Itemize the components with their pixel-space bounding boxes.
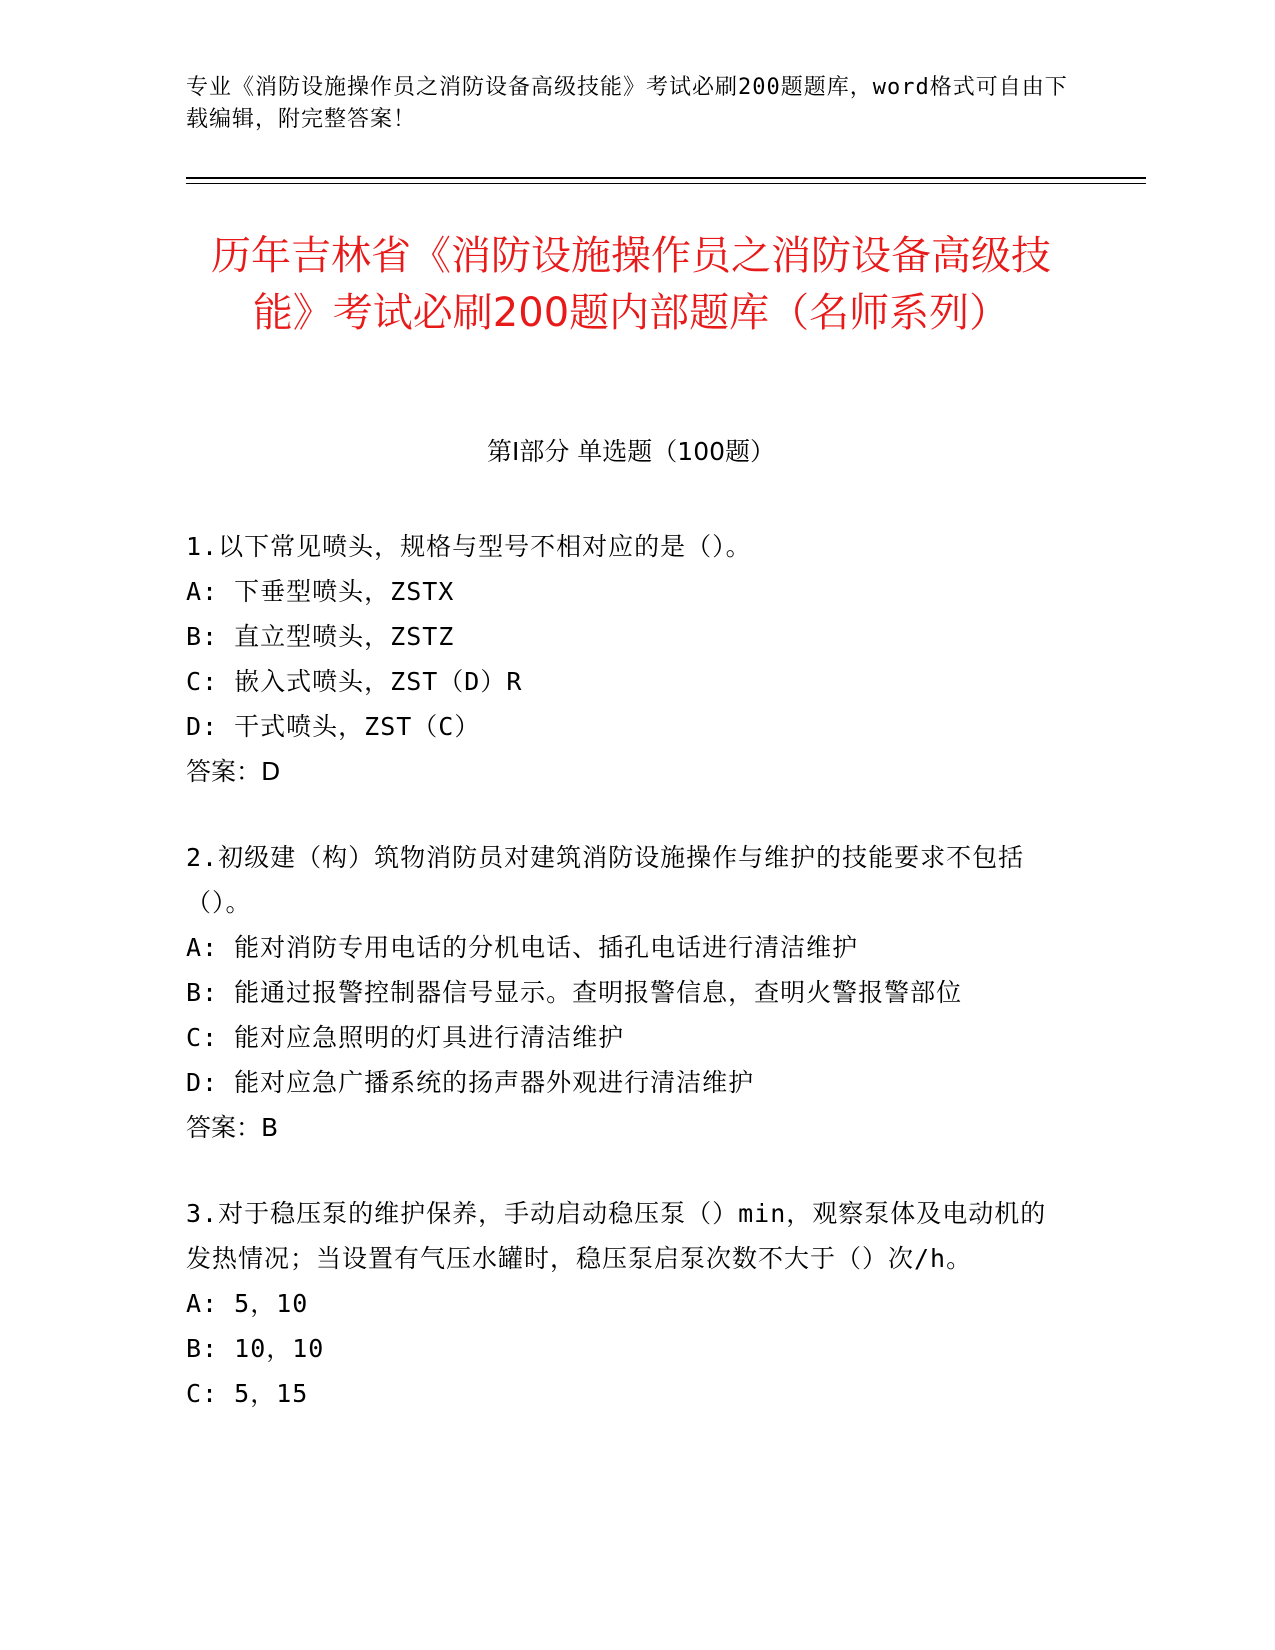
question-3 — [186, 1191, 1066, 1416]
option-a: A: 5，10 — [186, 1289, 309, 1318]
answer: 答案：D — [186, 757, 281, 786]
option-c: C: 能对应急照明的灯具进行清洁维护 — [186, 1023, 625, 1052]
option-b: B: 能通过报警控制器信号显示。查明报警信息，查明火警报警部位 — [186, 978, 963, 1007]
question-list — [186, 524, 1066, 1457]
question-stem: 3.对于稳压泵的维护保养，手动启动稳压泵（）min，观察泵体及电动机的发热情况；当设置有气压水罐时，稳压泵启泵次数不大于（）次/h。 — [186, 1199, 1047, 1273]
answer: 答案：B — [186, 1113, 279, 1142]
section-title: 第Ⅰ部分 单选题（100题） — [486, 437, 776, 466]
option-d: D: 干式喷头，ZST（C） — [186, 712, 481, 741]
question-stem: 2.初级建（构）筑物消防员对建筑消防设施操作与维护的技能要求不包括（）。 — [186, 843, 1025, 917]
document-title: 历年吉林省《消防设施操作员之消防设备高级技能》考试必刷200题内部题库（名师系列） — [211, 233, 1051, 336]
option-a: A: 能对消防专用电话的分机电话、插孔电话进行清洁维护 — [186, 933, 859, 962]
header-note: 专业《消防设施操作员之消防设备高级技能》考试必刷200题题库，word格式可自由下载编辑，附完整答案！ — [186, 75, 1068, 132]
question-1 — [186, 524, 1066, 794]
option-a: A: 下垂型喷头，ZSTX — [186, 577, 455, 606]
option-c: C: 5，15 — [186, 1379, 309, 1408]
question-2 — [186, 835, 1066, 1150]
option-d: D: 能对应急广播系统的扬声器外观进行清洁维护 — [186, 1068, 755, 1097]
question-stem: 1.以下常见喷头，规格与型号不相对应的是（）。 — [186, 532, 752, 561]
option-c: C: 嵌入式喷头，ZST（D）R — [186, 667, 523, 696]
option-b: B: 直立型喷头，ZSTZ — [186, 622, 455, 651]
header-rule-thick — [186, 177, 1146, 179]
header-rule-thin — [186, 183, 1146, 184]
option-b: B: 10，10 — [186, 1334, 325, 1363]
